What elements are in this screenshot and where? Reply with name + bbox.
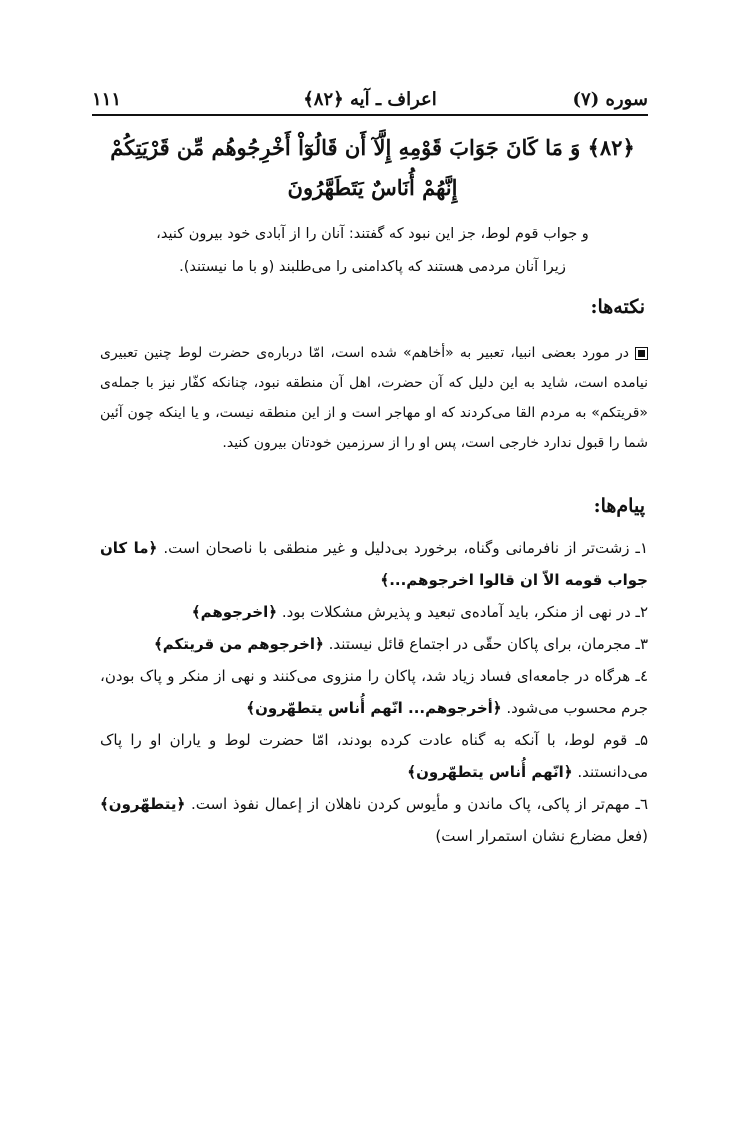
message-quote: ﴿اخرجوهم من قریتکم﴾ — [153, 635, 324, 653]
notes-text: در مورد بعضی انبیا، تعبیر به «أخاهم» شده است، امّا درباره‌ی حضرت لوط چنین تعبیری نیامده است، شاید به این دلیل که آن حضرت، اهل آن منطقه نبود، چنانکه کفّار نیز با جمله‌ی «قریتکم» به مردم القا می‌کردند که او مهاجر است و از این منطقه نیست، و یا اینکه چون آئین شما را قبول ندارد خارجی است، پس او را از سرزمین خودتان بیرون کنید. — [100, 345, 648, 451]
message-quote: ﴿ما کان جواب قومه الاّ ان قالوا اخرجوهم...﴾ — [100, 539, 648, 589]
message-item: ۲ـ در نهی از منکر، باید آماده‌ی تبعید و پذیرش مشکلات بود. ﴿اخرجوهم﴾ — [191, 603, 648, 621]
message-item: ۳ـ مجرمان، برای پاکان حقّی در اجتماع قائل نیستند. ﴿اخرجوهم من قریتکم﴾ — [153, 635, 648, 653]
message-item: ٤ـ هرگاه در جامعه‌ای فساد زیاد شد، پاکان را منزوی می‌کنند و نهی از منکر و پاک بودن، جرم محسوب می‌شود. ﴿أخرجوهم... انّهم أُناس یتطهّرون﴾ — [100, 667, 648, 717]
verse-line-1: ﴿۸۲﴾ وَ مَا كَانَ جَوَابَ قَوْمِهِ إِلَّآ أَن قَالُوٓاْ أَخْرِجُوهُم مِّن قَرْيَتِكُمْ — [110, 135, 635, 160]
quran-verse — [100, 128, 645, 208]
notes-title: نکته‌ها: — [590, 296, 645, 318]
message-quote: ﴿اخرجوهم﴾ — [191, 603, 278, 621]
surah-label: سوره (۷) — [572, 89, 648, 110]
message-quote: ﴿انّهم أُناس یتطهّرون﴾ — [407, 763, 573, 781]
translation-line-1: و جواب قوم لوط، جز این نبود که گفتند: آنان را از آبادی خود بیرون کنید، — [156, 226, 589, 242]
page-header — [92, 80, 648, 116]
page-number: ۱۱۱ — [92, 89, 122, 110]
messages-list — [100, 532, 648, 852]
header-title: اعراف ـ آیه ﴿۸۲﴾ — [303, 89, 437, 110]
verse-translation — [100, 218, 645, 284]
message-item: ۱ـ زشت‌تر از نافرمانی وگناه، برخورد بی‌دلیل و غیر منطقی با ناصحان است. ﴿ما کان جواب قومه الاّ ان قالوا اخرجوهم...﴾ — [100, 539, 648, 589]
message-extra: (فعل مضارع نشان استمرار است) — [435, 827, 648, 845]
message-item: ۵ـ قوم لوط، با آنکه به گناه عادت کرده بودند، امّا حضرت لوط و یاران او را پاک می‌دانستند. ﴿انّهم أُناس یتطهّرون﴾ — [100, 731, 648, 781]
notes-body — [100, 338, 648, 458]
verse-line-2: إِنَّهُمْ أُنَاسٌ يَتَطَهَّرُونَ — [287, 175, 458, 200]
message-item: ٦ـ مهم‌تر از پاکی، پاک ماندن و مأیوس کردن ناهلان از إعمال نفوذ است. ﴿یتطهّرون﴾ (فعل مضارع نشان استمرار است) — [100, 795, 648, 845]
translation-line-2: زیرا آنان مردمی هستند که پاکدامنی را می‌طلبند (و با ما نیستند). — [179, 259, 566, 275]
square-bullet-icon — [635, 347, 648, 360]
message-quote: ﴿یتطهّرون﴾ — [100, 795, 186, 813]
message-quote: ﴿أخرجوهم... انّهم أُناس یتطهّرون﴾ — [246, 699, 502, 717]
messages-title: پیام‌ها: — [593, 495, 645, 517]
